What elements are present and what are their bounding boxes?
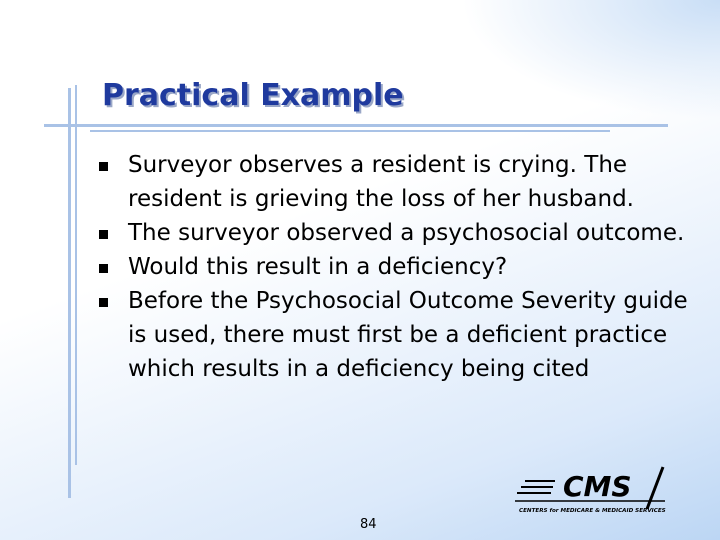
logo-subtitle: CENTERS for MEDICARE & MEDICAID SERVICES — [519, 508, 666, 514]
square-bullet-icon — [99, 162, 108, 171]
bullet-item — [96, 250, 696, 284]
page-number: 84 — [360, 517, 377, 532]
cms-logo — [515, 463, 675, 523]
bullet-item — [96, 284, 696, 386]
bullet-text: The surveyor observed a psychosocial outcome. — [128, 220, 685, 246]
square-bullet-icon — [99, 264, 108, 273]
square-bullet-icon — [99, 298, 108, 307]
logo-wordmark: CMS — [563, 470, 632, 503]
title-underline-rule-thin — [90, 130, 610, 132]
frame-vertical-line — [68, 88, 71, 498]
frame-vertical-line-thin — [75, 85, 77, 465]
bullet-text: Would this result in a deficiency? — [128, 254, 508, 280]
title-underline-rule — [44, 124, 668, 127]
bullet-list — [96, 148, 696, 386]
slide-title: Practical Example — [102, 78, 404, 113]
bullet-text: Surveyor observes a resident is crying. The resident is grieving the loss of her husband. — [128, 152, 634, 212]
square-bullet-icon — [99, 230, 108, 239]
bullet-text: Before the Psychosocial Outcome Severity guide is used, there must first be a deficient practice which results in a deficiency being cited — [128, 288, 688, 382]
bullet-item — [96, 216, 696, 250]
background-glow — [460, 0, 720, 120]
bullet-item — [96, 148, 696, 216]
